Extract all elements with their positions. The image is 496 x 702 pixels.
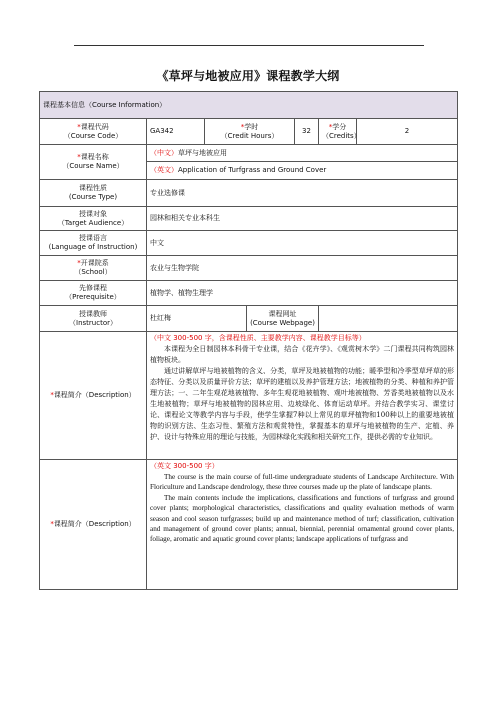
document-title: 《草坪与地被应用》课程教学大纲 bbox=[156, 69, 340, 83]
target-audience-label: 授课对象 （Target Audience） bbox=[40, 207, 147, 231]
course-type-label: 课程性质 (Course Type) bbox=[40, 180, 147, 207]
target-audience-value: 园林和相关专业本科生 bbox=[147, 207, 458, 231]
course-name-label: *课程名称 （Course Name） bbox=[40, 145, 147, 180]
description-en-label: *课程简介（Description） bbox=[40, 460, 147, 590]
row-instructor bbox=[40, 306, 458, 332]
row-school bbox=[40, 256, 458, 281]
course-code-label: *课程代码 （Course Code） bbox=[40, 119, 147, 145]
course-name-en: （英文）Application of Turfgrass and Ground Cover bbox=[147, 162, 458, 180]
header-rule bbox=[74, 45, 424, 46]
description-zh-hint: （中文 300-500 字，含课程性质、主要教学内容、课程教学目标等） bbox=[150, 334, 366, 342]
instructor-label: 授课教师 （Instructor） bbox=[40, 306, 147, 332]
row-course-code bbox=[40, 119, 458, 145]
row-prerequisite bbox=[40, 281, 458, 306]
credits-value: 2 bbox=[357, 119, 458, 145]
description-en-hint: （英文 300-500 字） bbox=[150, 462, 219, 470]
credits-label: *学分 （Credits） bbox=[319, 119, 357, 145]
language-label: 授课语言 (Language of Instruction) bbox=[40, 231, 147, 256]
description-en-paragraph-1: The course is the main course of full-time undergraduate students of Landscape Architecture. With Floriculture and Landscape dendrology, these three courses made up the plate of landscape plants. bbox=[150, 473, 455, 492]
row-description-zh bbox=[40, 332, 458, 460]
school-label: *开课院系 （School） bbox=[40, 256, 147, 281]
row-course-name-zh bbox=[40, 145, 458, 162]
credit-hours-label: *学时 （Credit Hours） bbox=[205, 119, 295, 145]
description-en-body bbox=[147, 460, 458, 590]
course-type-value: 专业选修课 bbox=[147, 180, 458, 207]
description-zh-label: *课程简介（Description） bbox=[40, 332, 147, 460]
course-name-zh: （中文）草坪与地被应用 bbox=[147, 145, 458, 162]
course-webpage-label: 课程网址 (Course Webpage) bbox=[247, 306, 319, 332]
row-language bbox=[40, 231, 458, 256]
prerequisite-label: 先修课程 （Prerequisite） bbox=[40, 281, 147, 306]
description-zh-paragraph-2: 通过讲解草坪与地被植物的含义、分类，草坪及地被植物的功能；暖季型和冷季型草坪草的形态特征、分类以及质量评价方法；草坪的建植以及养护管理方法；地被植物的分类、种植和养护管理方法；一、二年生观花地被植物、多年生观花地被植物、观叶地被植物、芳香类地被植物以及水生地被植物；草坪与地被植物的园林应用、边坡绿化、体育运动草坪。并结合教学实习、课堂讨论、课程论文等教学内容与手段，使学生掌握7种以上常见的草坪植物和100种以上的重要地被植物的识别方法、生态习性、繁殖方法和观赏特性，掌握基本的草坪与地被植物的生产、定植、养护、设计与特殊应用的理论与技能，为园林绿化实践和相关研究工作，提供必需的专业知识。 bbox=[150, 367, 455, 441]
course-code-value: GA342 bbox=[147, 119, 205, 145]
row-target-audience bbox=[40, 207, 458, 231]
row-course-type bbox=[40, 180, 458, 207]
credit-hours-value: 32 bbox=[295, 119, 319, 145]
section-header: 课程基本信息（Course Information） bbox=[40, 92, 458, 119]
course-webpage-value[interactable] bbox=[319, 306, 458, 332]
description-zh-body bbox=[147, 332, 458, 460]
instructor-value: 杜红梅 bbox=[147, 306, 247, 332]
row-description-en bbox=[40, 460, 458, 590]
school-value: 农业与生物学院 bbox=[147, 256, 458, 281]
section-header-row bbox=[40, 92, 458, 119]
description-zh-paragraph-1: 本课程为全日制园林本科骨干专业课，结合《花卉学》、《观赏树木学》二门课程共同构筑园林植物板块。 bbox=[150, 345, 455, 364]
course-info-table bbox=[39, 91, 458, 590]
language-value: 中文 bbox=[147, 231, 458, 256]
description-en-paragraph-2: The main contents include the implications, classifications and functions of turfgrass and ground cover plants; morphological characteristics, classifications and quality evaluation methods of warm season and cool season turfgrasses; build up and maintenance method of turf; classification, cultivation and management of ground cover plants; annual, biennial, perennial ornamental ground cover plants, foliage, aromatic and aquatic ground cover plants; landscape applications of turfgrass and bbox=[150, 493, 455, 544]
prerequisite-value: 植物学、植物生理学 bbox=[147, 281, 458, 306]
